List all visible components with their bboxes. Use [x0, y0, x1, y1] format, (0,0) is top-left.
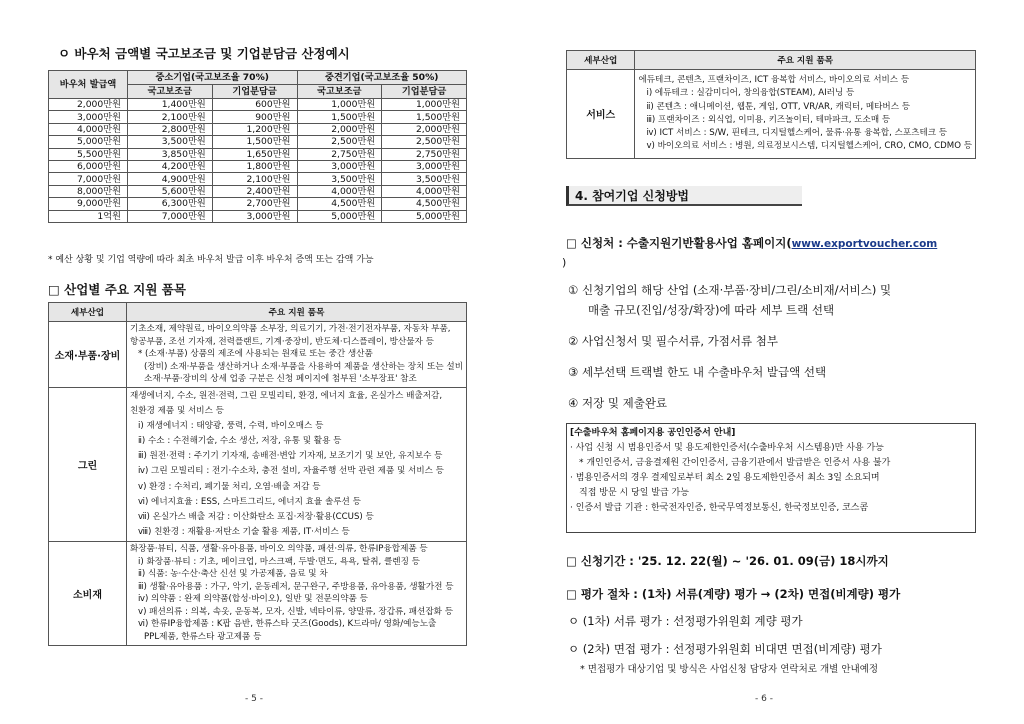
application-period: □ 신청기간 : '25. 12. 22(월) ~ '26. 01. 09(금) 18시까지 [566, 554, 889, 568]
voucher-col-amount: 바우처 발급액 [49, 71, 128, 99]
support-line: ⅶ) 온실가스 배출 저감 : 이산화탄소 포집·저장·활용(CCUS) 등 [137, 511, 374, 522]
voucher-row [49, 173, 467, 185]
voucher-value-cell: 7,000만원 [128, 210, 213, 222]
voucher-value-cell: 5,000만원 [297, 210, 382, 222]
voucher-amount-cell: 4,000만원 [49, 123, 128, 135]
voucher-amount-cell: 1억원 [49, 210, 128, 222]
support-line: ⅳ) 그린 모빌리티 : 전기·수소차, 충전 설비, 자율주행 선박 관련 제품 및 서비스 등 [137, 466, 444, 477]
section-4-title: 4. 참여기업 신청방법 [566, 186, 802, 206]
cert-line: * 개인인증서, 금융결제원 간이인증서, 금융기관에서 발급받은 인증서 사용 불가 [579, 458, 891, 468]
support-row-consumer [49, 541, 467, 645]
support-items-title: □ 산업별 주요 지원 품목 [48, 282, 186, 297]
voucher-value-cell: 3,000만원 [382, 160, 467, 172]
voucher-sub-header: 국고보조금 [297, 85, 382, 99]
page-number: - 6 - [755, 694, 773, 704]
industry-consumer-goods: 소비재 [49, 541, 127, 645]
support-items-table [48, 302, 467, 646]
voucher-row [49, 148, 467, 160]
voucher-sub-header: 기업분담금 [382, 85, 467, 99]
voucher-amount-cell: 2,000만원 [49, 99, 128, 111]
voucher-value-cell: 1,650만원 [212, 148, 297, 160]
voucher-amount-cell: 5,000만원 [49, 136, 128, 148]
industry-services: 서비스 [567, 70, 635, 159]
evaluation-procedure: □ 평가 절차 : (1차) 서류(계량) 평가 → (2차) 면접(비계량) 평가 [566, 587, 901, 601]
step-2: ② 사업신청서 및 필수서류, 가점서류 첨부 [568, 334, 778, 348]
voucher-value-cell: 1,000만원 [382, 99, 467, 111]
step-1: ① 신청기업의 해당 산업 (소재·부품·장비/그린/소비재/서비스) 및 [568, 283, 892, 297]
voucher-amount-cell: 7,000만원 [49, 173, 128, 185]
step-4: ④ 저장 및 제출완료 [568, 396, 668, 410]
voucher-value-cell: 2,000만원 [382, 123, 467, 135]
support-line: 소재·부품·장비의 상세 업종 구분은 신청 페이지에 첨부된 '소부장표' 참조 [143, 374, 417, 385]
voucher-value-cell: 5,000만원 [382, 210, 467, 222]
voucher-amount-table [48, 70, 467, 223]
voucher-row [49, 123, 467, 135]
voucher-value-cell: 2,400만원 [212, 185, 297, 197]
voucher-amount-cell: 9,000만원 [49, 198, 128, 210]
support-col-industry: 세부산업 [49, 303, 127, 322]
voucher-group-sme: 중소기업(국고보조율 70%) [128, 71, 298, 85]
voucher-value-cell: 3,500만원 [382, 173, 467, 185]
support-line: ⅵ) 한류IP융합제품 : K팝 음반, 한류스타 굿즈(Goods), K드라마/ 영화/예능노출 [137, 619, 437, 630]
voucher-value-cell: 600만원 [212, 99, 297, 111]
support-line: ⅱ) 수소 : 수전해기술, 수소 생산, 저장, 유통 및 활용 등 [137, 436, 342, 447]
apply-label: □ 신청처 : 수출지원기반활용사업 홈페이지( [566, 236, 792, 250]
voucher-row [49, 111, 467, 123]
support-col-items: 주요 지원 품목 [635, 51, 976, 70]
cert-line: 직접 방문 시 당일 발급 가능 [579, 488, 689, 498]
voucher-value-cell: 3,500만원 [128, 136, 213, 148]
voucher-value-cell: 3,500만원 [297, 173, 382, 185]
support-items-list [126, 322, 466, 388]
evaluation-step-2: ㅇ (2차) 면접 평가 : 선정평가위원회 비대면 면접(비계량) 평가 [568, 642, 882, 656]
voucher-value-cell: 2,500만원 [382, 136, 467, 148]
exportvoucher-link[interactable]: www.exportvoucher.com [791, 238, 938, 250]
voucher-group-midsize: 중견기업(국고보조율 50%) [297, 71, 467, 85]
support-line: ⅱ) 식품: 농·수산·축산 신선 및 가공제품, 음료 및 차 [137, 569, 328, 580]
voucher-value-cell: 1,500만원 [212, 136, 297, 148]
support-row-services [567, 70, 976, 159]
voucher-row [49, 160, 467, 172]
support-col-items: 주요 지원 품목 [126, 303, 466, 322]
apply-location [566, 235, 937, 251]
voucher-row [49, 185, 467, 197]
voucher-row [49, 198, 467, 210]
voucher-value-cell: 2,000만원 [297, 123, 382, 135]
voucher-value-cell: 4,200만원 [128, 160, 213, 172]
support-line: 화장품·뷰티, 식품, 생활·유아용품, 바이오 의약품, 패션·의류, 한류IP융합제품 등 [129, 543, 428, 554]
voucher-value-cell: 4,900만원 [128, 173, 213, 185]
voucher-value-cell: 1,400만원 [128, 99, 213, 111]
support-header-row [49, 303, 467, 322]
voucher-value-cell: 1,200만원 [212, 123, 297, 135]
support-line: * (소재·부품) 상품의 제조에 사용되는 원재료 또는 중간 생산품 [137, 349, 373, 360]
voucher-value-cell: 1,500만원 [382, 111, 467, 123]
apply-close-paren: ) [562, 256, 567, 269]
voucher-value-cell: 4,000만원 [297, 185, 382, 197]
voucher-value-cell: 4,500만원 [382, 198, 467, 210]
support-line: ⅴ) 환경 : 수처리, 폐기물 처리, 오염·배출 저감 등 [137, 481, 321, 492]
support-line: ⅱ) 콘텐츠 : 애니메이션, 웹툰, 게임, OTT, VR/AR, 캐릭터, 메타버스 등 [646, 101, 911, 112]
voucher-value-cell: 2,800만원 [128, 123, 213, 135]
industry-green: 그린 [49, 387, 127, 541]
voucher-amount-cell: 8,000만원 [49, 185, 128, 197]
cert-line: · 범용인증서의 경우 결제일로부터 최소 2일 용도제한인증서 최소 3일 소요되며 [570, 473, 880, 483]
support-row-green [49, 387, 467, 541]
support-items-list [126, 387, 466, 541]
voucher-value-cell: 4,500만원 [297, 198, 382, 210]
support-header-row [567, 51, 976, 70]
voucher-value-cell: 2,500만원 [297, 136, 382, 148]
support-line: 재생에너지, 수소, 원전·전력, 그린 모빌리티, 환경, 에너지 효율, 온실가스 배출저감, [129, 390, 443, 401]
voucher-value-cell: 1,800만원 [212, 160, 297, 172]
voucher-amount-cell: 5,500만원 [49, 148, 128, 160]
voucher-sub-header: 기업분담금 [212, 85, 297, 99]
voucher-value-cell: 1,500만원 [297, 111, 382, 123]
support-line: ⅴ) 바이오의료 서비스 : 병원, 의료정보시스템, 디지털헬스케어, CRO, CMO, CDMO 등 [646, 141, 972, 152]
certificate-info-box [566, 423, 976, 533]
voucher-value-cell: 2,750만원 [382, 148, 467, 160]
voucher-value-cell: 3,000만원 [297, 160, 382, 172]
cert-line: · 사업 신청 시 범용인증서 및 용도제한인증서(수출바우처 시스템용)만 사용 가능 [570, 443, 884, 453]
support-line: ⅰ) 재생에너지 : 태양광, 풍력, 수력, 바이오매스 등 [137, 421, 324, 432]
voucher-row [49, 99, 467, 111]
support-line: (장비) 소재·부품을 생산하거나 소재·부품을 사용하여 제품을 생산하는 장치 또는 설비 [143, 361, 463, 372]
voucher-value-cell: 900만원 [212, 111, 297, 123]
support-line: ⅲ) 프랜차이즈 : 외식업, 이미용, 키즈놀이터, 테마파크, 도소매 등 [646, 114, 891, 125]
support-line: ⅰ) 화장품·뷰티 : 기초, 메이크업, 마스크팩, 두발·면도, 욕욕, 탈취, 클렌징 등 [137, 556, 420, 567]
support-line: 친환경 제품 및 서비스 등 [129, 406, 224, 417]
voucher-value-cell: 3,000만원 [212, 210, 297, 222]
voucher-header-row-1 [49, 71, 467, 85]
support-line: ⅷ) 친환경 : 재활용·저탄소 기술 활용 제품, IT·서비스 등 [137, 526, 350, 537]
voucher-value-cell: 3,850만원 [128, 148, 213, 160]
industry-materials-parts-equipment: 소재·부품·장비 [49, 322, 127, 388]
support-line: 항공부품, 조선 기자재, 전력플랜트, 기계·중장비, 반도체·디스플레이, 방산물자 등 [129, 336, 434, 347]
support-line: ⅳ) 의약품 : 완제 의약품(합성·바이오), 일반 및 전문의약품 등 [137, 594, 368, 605]
voucher-amount-cell: 3,000만원 [49, 111, 128, 123]
support-line: ⅴ) 패션의류 : 의복, 속옷, 운동복, 모자, 신발, 넥타이류, 양말류, 장갑류, 패션잡화 등 [137, 606, 454, 617]
voucher-value-cell: 2,700만원 [212, 198, 297, 210]
voucher-value-cell: 6,300만원 [128, 198, 213, 210]
voucher-example-title: ㅇ 바우처 금액별 국고보조금 및 기업분담금 산정예시 [58, 46, 350, 61]
voucher-value-cell: 1,000만원 [297, 99, 382, 111]
support-line: PPL제품, 한류스타 광고제품 등 [143, 632, 262, 643]
evaluation-step-1: ㅇ (1차) 서류 평가 : 선정평가위원회 계량 평가 [568, 614, 803, 628]
support-col-industry: 세부산업 [567, 51, 635, 70]
voucher-row [49, 136, 467, 148]
voucher-value-cell: 2,100만원 [128, 111, 213, 123]
support-line: ⅰ) 에듀테크 : 실감미디어, 창의융합(STEAM), AI러닝 등 [646, 88, 855, 99]
voucher-value-cell: 5,600만원 [128, 185, 213, 197]
evaluation-note: * 면접평가 대상기업 및 방식은 사업신청 담당자 연락처로 개별 안내예정 [580, 664, 879, 675]
support-items-list [126, 541, 466, 645]
page-number: - 5 - [245, 694, 263, 704]
support-items-table-services [566, 50, 976, 159]
voucher-value-cell: 4,000만원 [382, 185, 467, 197]
step-3: ③ 세부선택 트랙별 한도 내 수출바우처 발급액 선택 [568, 365, 827, 379]
support-line: ⅲ) 원전·전력 : 주기기 기자재, 송배전·변압 기자재, 보조기기 및 보안, 유지보수 등 [137, 451, 443, 462]
cert-line: · 인증서 발급 기관 : 한국전자인증, 한국무역정보통신, 한국정보인증, 코스콤 [570, 503, 869, 513]
support-line: 기초소재, 제약원료, 바이오의약품 소부장, 의료기기, 가전·전기전자부품, 자동차 부품, [129, 324, 451, 334]
voucher-amount-cell: 6,000만원 [49, 160, 128, 172]
support-row-materials [49, 322, 467, 388]
voucher-sub-header: 국고보조금 [128, 85, 213, 99]
step-1-cont: 매출 규모(진입/성장/확장)에 따라 세부 트랙 선택 [588, 303, 835, 317]
voucher-value-cell: 2,750만원 [297, 148, 382, 160]
support-items-list [635, 70, 976, 159]
support-line: ⅲ) 생활·유아용품 : 가구, 악기, 운동레저, 문구완구, 주방용품, 유아용품, 생활가전 등 [137, 581, 454, 592]
voucher-value-cell: 2,100만원 [212, 173, 297, 185]
support-line: 에듀테크, 콘텐츠, 프랜차이즈, ICT 융복합 서비스, 바이오의료 서비스 등 [638, 75, 910, 85]
voucher-note: * 예산 상황 및 기업 역량에 따라 최초 바우처 발급 이후 바우처 증액 또는 감액 가능 [48, 255, 374, 265]
voucher-row [49, 210, 467, 222]
support-line: ⅵ) 에너지효율 : ESS, 스마트그리드, 에너지 효율 솔루션 등 [137, 496, 361, 507]
support-line: ⅳ) ICT 서비스 : S/W, 핀테크, 디지털헬스케어, 물류·유통 융복합, 스포츠테크 등 [646, 128, 948, 139]
cert-box-title: [수출바우처 홈페이지용 공인인증서 안내] [570, 428, 736, 438]
